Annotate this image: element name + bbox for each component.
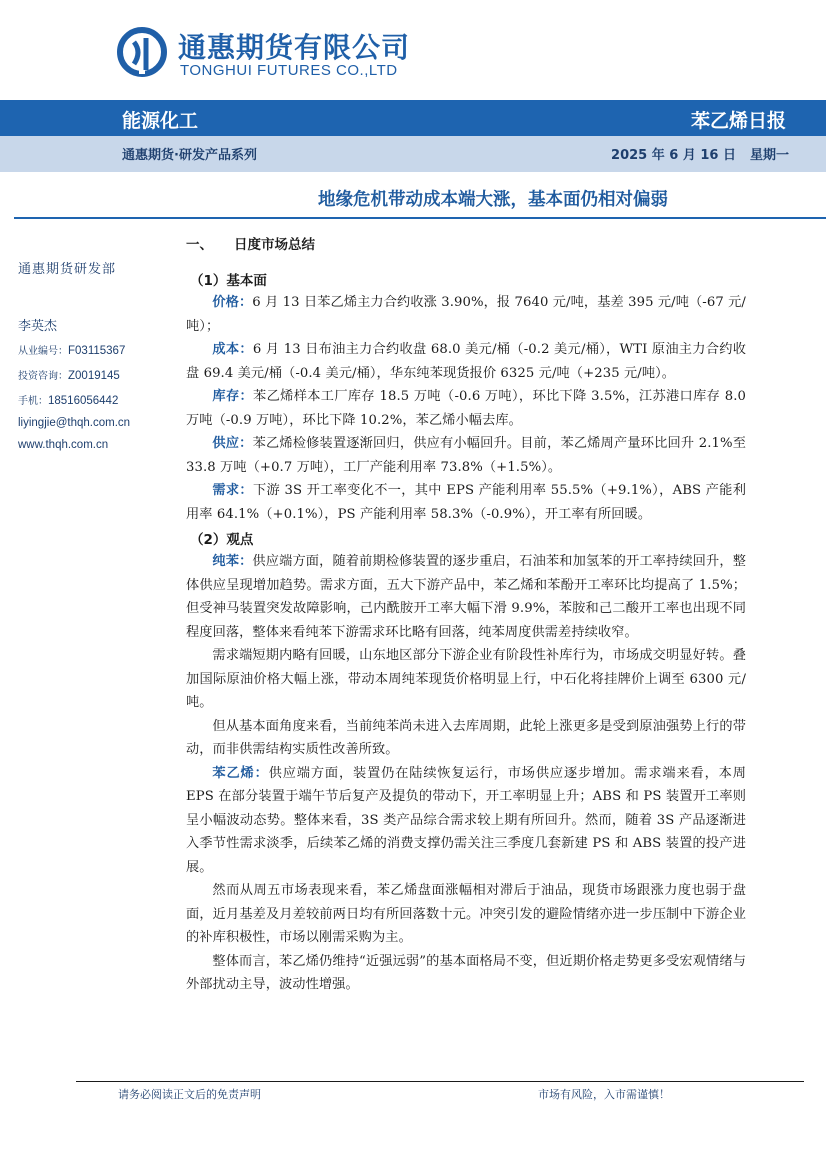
contact-label: 投资咨询： xyxy=(18,371,68,382)
contact-label: 手机： xyxy=(18,396,48,407)
paragraph-benzene-outlook xyxy=(186,715,746,762)
section-number: 一、 xyxy=(186,237,213,253)
contact-value: F03115367 xyxy=(68,345,126,357)
subsection-view-title: （2）观点 xyxy=(190,532,254,548)
contact-value: Z0019145 xyxy=(68,370,120,382)
paragraph-text: 然而从周五市场表现来看，苯乙烯盘面涨幅相对滞后于油品，现货市场跟涨力度也弱于盘面，近月基差及月差较前两日均有所回落数十元。冲突引发的避险情绪亦进一步压制中下游企业的补库积极性，市场以刚需采购为主。 xyxy=(186,883,746,945)
paragraph-styrene xyxy=(186,762,746,880)
paragraph-text: 6 月 13 日苯乙烯主力合约收涨 3.90%，报 7640 元/吨，基差 395 元/吨（-67 元/吨）； xyxy=(186,295,746,334)
paragraph-styrene-market xyxy=(186,879,746,950)
department-name: 通惠期货研发部 xyxy=(18,262,117,277)
paragraph-key: 供应： xyxy=(212,436,253,451)
report-headline: 地缘危机带动成本端大涨，基本面仍相对偏弱 xyxy=(318,190,668,210)
section-title: 日度市场总结 xyxy=(234,237,315,253)
company-logo xyxy=(116,24,416,88)
paragraph-cost xyxy=(186,338,746,385)
license-number xyxy=(18,342,168,357)
author-sidebar xyxy=(18,258,168,461)
company-name-cn: 通惠期货有限公司 xyxy=(178,31,411,64)
paragraph-supply xyxy=(186,432,746,479)
report-date xyxy=(611,144,789,163)
contact-value: 18516056442 xyxy=(48,395,119,407)
paragraph-key: 苯乙烯： xyxy=(212,765,269,781)
risk-warning: 市场有风险，入市需谨慎！ xyxy=(538,1088,670,1101)
paragraph-text: 需求端短期内略有回暖，山东地区部分下游企业有阶段性补库行为，市场成交明显好转。叠加国际原油价格大幅上涨，带动本周纯苯现货价格明显上行，中石化将挂牌价上调至 6300 元/吨。 xyxy=(186,648,746,710)
paragraph-demand xyxy=(186,479,746,526)
sector-label: 能源化工 xyxy=(122,110,199,132)
company-website[interactable]: www.thqh.com.cn xyxy=(18,439,109,451)
paragraph-text: 苯乙烯样本工厂库存 18.5 万吨（-0.6 万吨），环比下降 3.5%，江苏港口库存 8.0 万吨（-0.9 万吨），环比下降 10.2%，苯乙烯小幅去库。 xyxy=(186,389,746,428)
series-label: 通惠期货·研发产品系列 xyxy=(122,148,257,163)
paragraph-text: 整体而言，苯乙烯仍维持“近强远弱”的基本面格局不变，但近期价格走势更多受宏观情绪与外部扰动主导，波动性增强。 xyxy=(186,953,746,992)
section-heading xyxy=(186,233,746,253)
company-name-en: TONGHUI FUTURES CO.,LTD xyxy=(180,62,398,79)
contact-label: 从业编号： xyxy=(18,346,68,357)
paragraph-key: 纯苯： xyxy=(212,554,253,569)
disclaimer-note: 请务必阅读正文后的免责声明 xyxy=(118,1088,261,1101)
paragraph-conclusion xyxy=(186,950,746,997)
paragraph-text: 供应端方面，装置仍在陆续恢复运行，市场供应逐步增加。需求端来看，本周 EPS 在部分装置于端午节后复产及提负的带动下，开工率明显上升；ABS 和 PS 装置开工率则呈小幅波动态势。整体来看，3S 类产品综合需求较上期有所回升。然而，随着 3S 产品逐渐进入季节性需求淡季，后续苯乙烯的消费支撑仍需关注三季度几套新建 PS 和 ABS 装置的投产进展。 xyxy=(186,765,746,875)
paragraph-key: 成本： xyxy=(212,342,253,357)
paragraph-benzene xyxy=(186,550,746,644)
paragraph-text: 供应端方面，随着前期检修装置的逐步重启，石油苯和加氢苯的开工率持续回升，整体供应呈现增加趋势。需求方面，五大下游产品中，苯乙烯和苯酚开工率环比均提高了 1.5%；但受神马装置突发故障影响，己内酰胺开工率大幅下滑 9.9%，苯胺和己二酸开工率也出现不同程度回落，整体来看纯苯下游需求环比略有回落，纯苯周度供需差持续收窄。 xyxy=(186,554,746,640)
company-logo-icon xyxy=(116,24,168,80)
paragraph-text: 苯乙烯检修装置逐渐回归，供应有小幅回升。目前，苯乙烯周产量环比回升 2.1%至 33.8 万吨（+0.7 万吨），工厂产能利用率 73.8%（+1.5%）。 xyxy=(186,436,746,475)
phone-number xyxy=(18,392,168,407)
paragraph-key: 需求： xyxy=(212,483,253,498)
weekday-text: 星期一 xyxy=(749,148,789,163)
paragraph-key: 价格： xyxy=(212,295,253,310)
paragraph-inventory xyxy=(186,385,746,432)
headline-divider xyxy=(14,217,826,219)
report-body xyxy=(186,233,746,997)
paragraph-price xyxy=(186,291,746,338)
paragraph-text: 下游 3S 开工率变化不一，其中 EPS 产能利用率 55.5%（+9.1%），ABS 产能利用率 64.1%（+0.1%），PS 产能利用率 58.3%（-0.9%），开工率有所回暖。 xyxy=(186,483,746,522)
subsection-fundamentals-title: （1）基本面 xyxy=(190,273,267,289)
paragraph-benzene-demand xyxy=(186,644,746,715)
date-text: 2025 年 6 月 16 日 xyxy=(611,148,736,163)
paragraph-key: 库存： xyxy=(212,389,254,404)
advisory-number xyxy=(18,367,168,382)
footer-divider xyxy=(76,1081,804,1082)
author-name: 李英杰 xyxy=(18,319,58,334)
paragraph-text: 但从基本面角度来看，当前纯苯尚未进入去库周期，此轮上涨更多是受到原油强势上行的带动，而非供需结构实质性改善所致。 xyxy=(186,718,746,757)
author-email[interactable]: liyingjie@thqh.com.cn xyxy=(18,417,131,429)
paragraph-text: 6 月 13 日布油主力合约收盘 68.0 美元/桶（-0.2 美元/桶），WTI 原油主力合约收盘 69.4 美元/桶（-0.4 美元/桶），华东纯苯现货报价 6325 元/吨（+235 元/吨）。 xyxy=(186,342,746,381)
report-type-label: 苯乙烯日报 xyxy=(690,110,786,132)
